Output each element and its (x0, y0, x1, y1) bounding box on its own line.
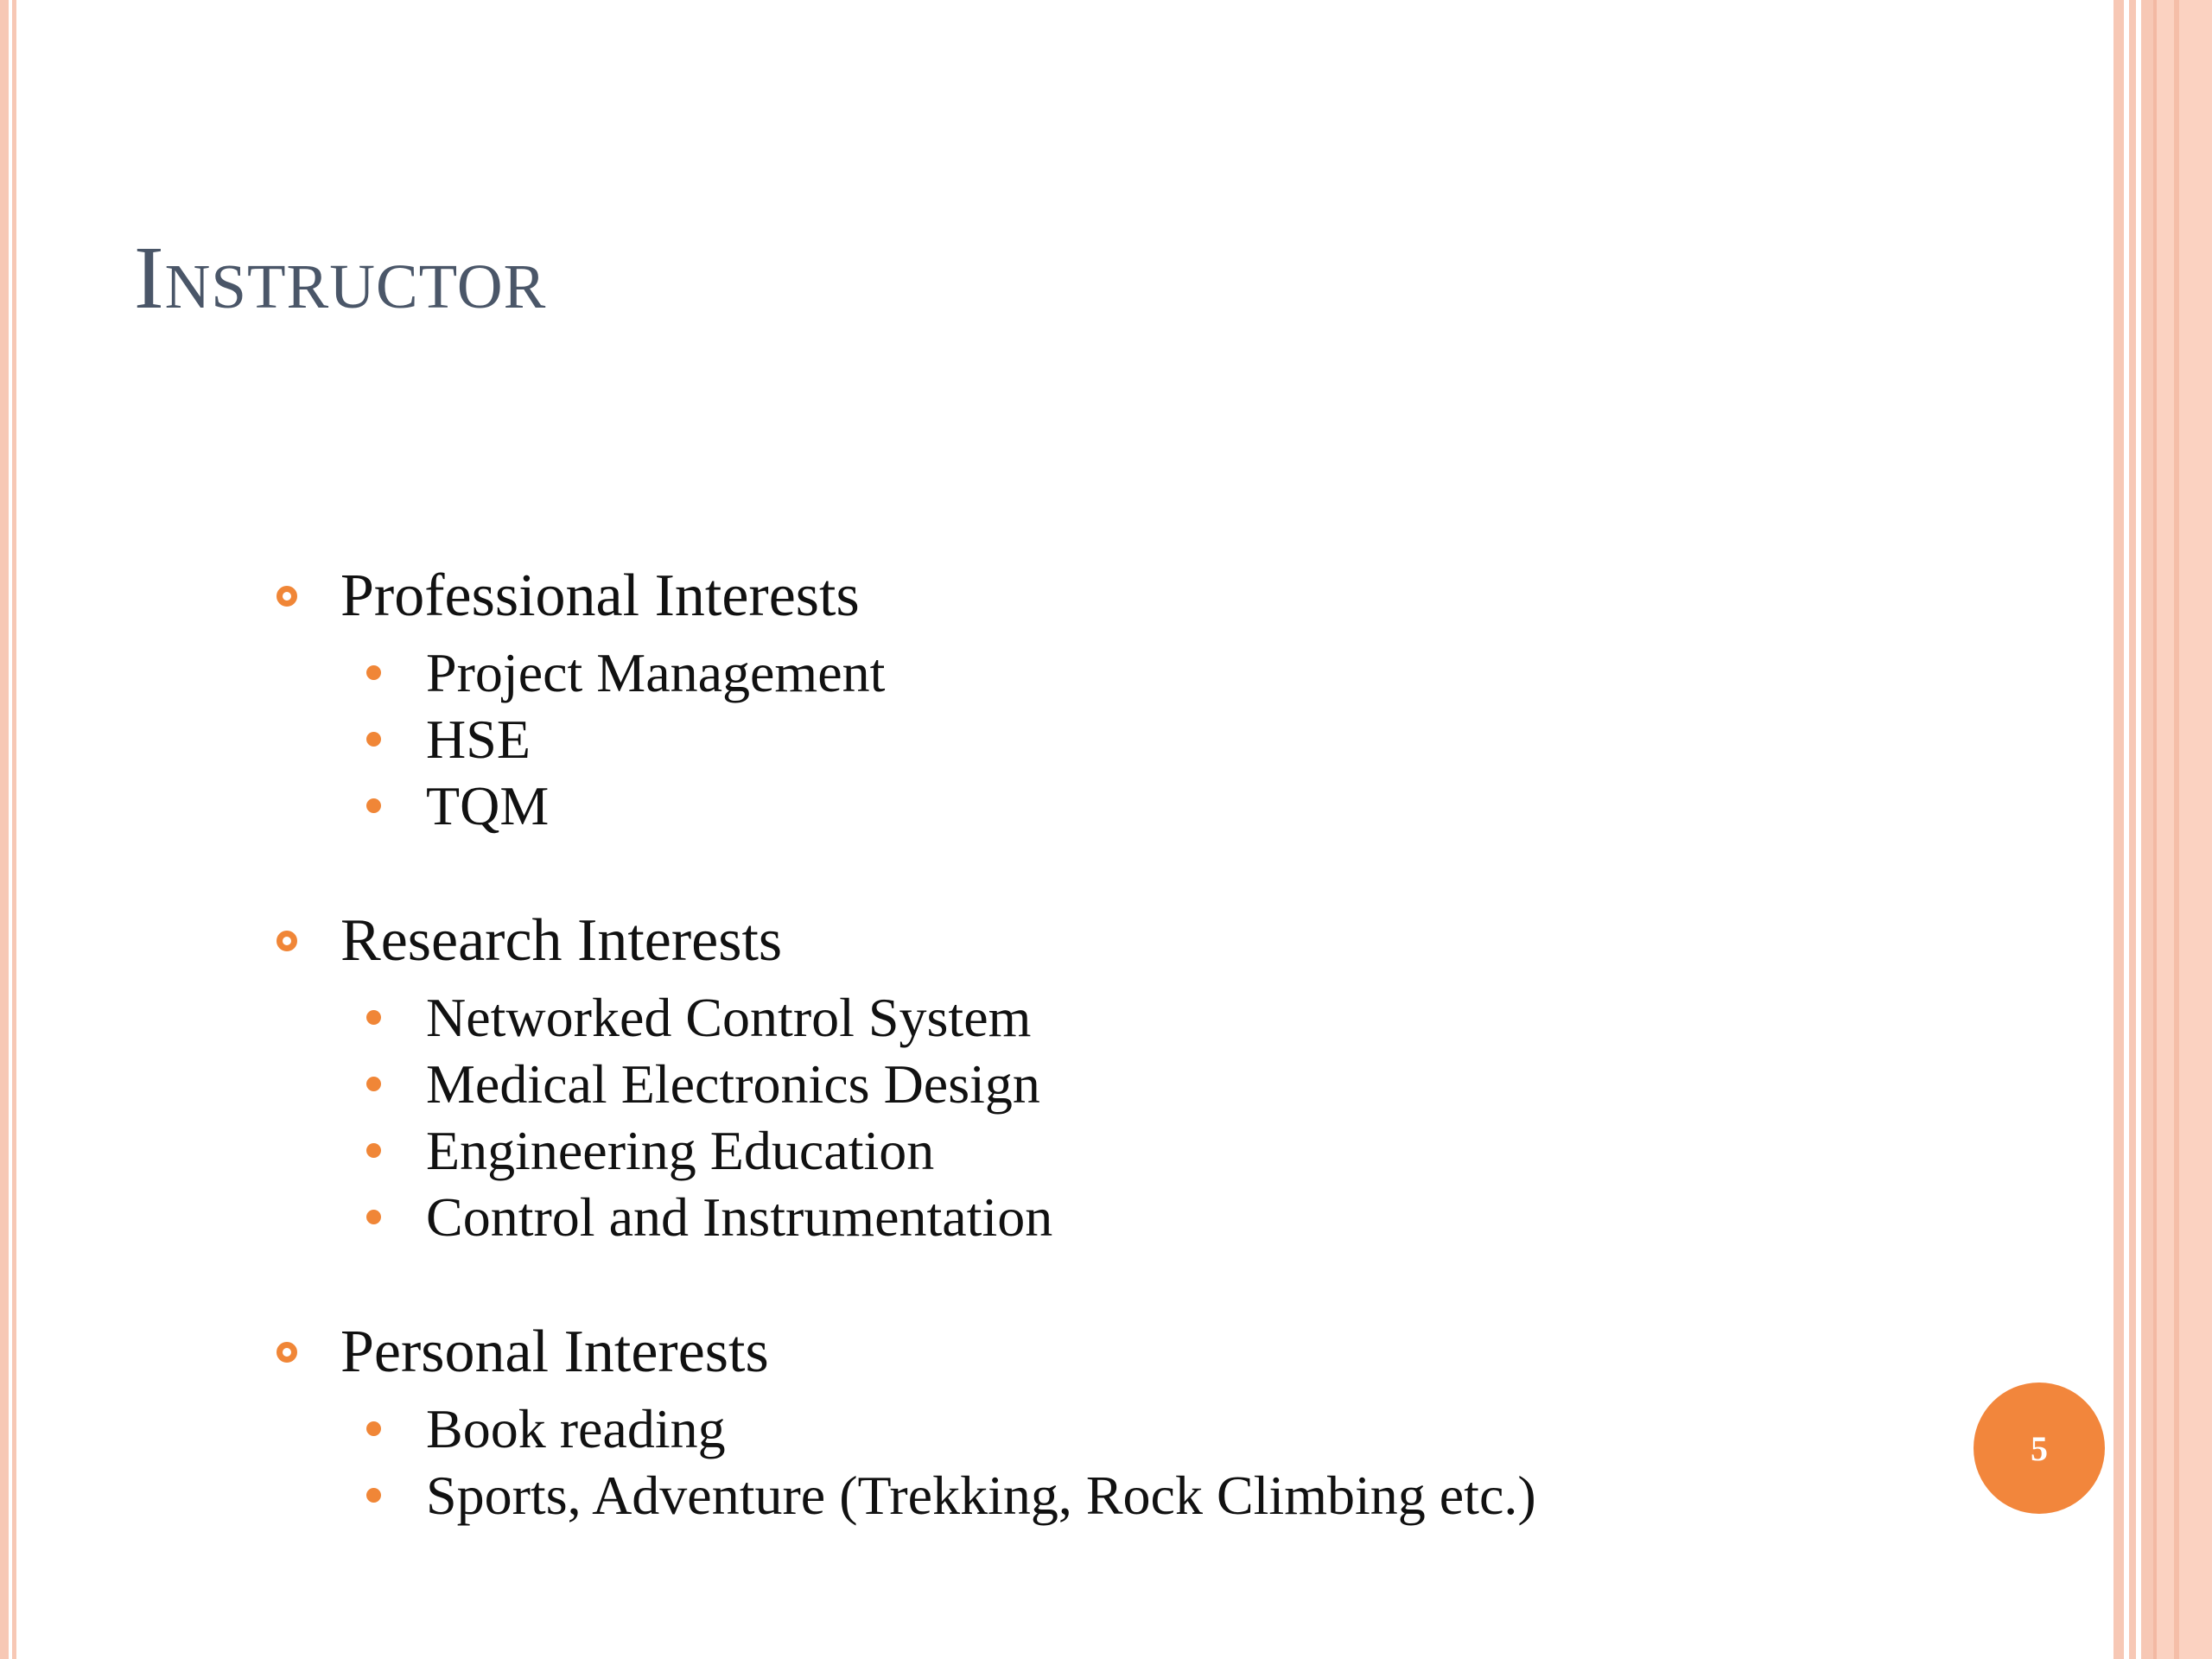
list-item (276, 772, 2005, 839)
list-item-label: Control and Instrumentation (426, 1185, 1053, 1248)
section-label: Research Interests (340, 907, 783, 974)
section-label: Personal Interests (340, 1319, 769, 1385)
right-decor-line-2 (2174, 0, 2179, 1659)
right-decor-bar-1 (2113, 0, 2124, 1659)
section-personal-interests (276, 1309, 2005, 1529)
slide-content (276, 553, 2005, 1587)
dot-bullet-icon (366, 798, 381, 813)
section-professional-interests (276, 553, 2005, 839)
list-item (276, 1462, 2005, 1529)
dot-bullet-icon (366, 1421, 381, 1436)
left-decor-line (12, 0, 16, 1659)
dot-bullet-icon (366, 665, 381, 680)
section-label: Professional Interests (340, 563, 860, 629)
dot-bullet-icon (366, 1077, 381, 1091)
section-header (276, 1309, 2005, 1395)
dot-bullet-icon (366, 1143, 381, 1158)
ring-bullet-icon (276, 1342, 297, 1363)
ring-bullet-icon (276, 931, 297, 951)
list-item-label: Sports, Adventure (Trekking, Rock Climbing etc.) (426, 1464, 1536, 1526)
list-item (276, 706, 2005, 772)
dot-bullet-icon (366, 1210, 381, 1224)
list-item (276, 1395, 2005, 1462)
list-item-label: HSE (426, 708, 531, 770)
dot-bullet-icon (366, 732, 381, 747)
list-item (276, 1051, 2005, 1117)
dot-bullet-icon (366, 1010, 381, 1025)
ring-bullet-icon (276, 586, 297, 607)
slide-title: Instructor (134, 228, 547, 327)
list-item-label: Networked Control System (426, 986, 1032, 1048)
sub-list (276, 984, 2005, 1250)
left-decor-bar (0, 0, 9, 1659)
page-number-badge: 5 (1974, 1382, 2105, 1514)
list-item (276, 639, 2005, 706)
list-item-label: Medical Electronics Design (426, 1052, 1040, 1115)
section-header (276, 898, 2005, 984)
right-decor-line-1 (2153, 0, 2157, 1659)
right-decor-bar-2 (2129, 0, 2136, 1659)
right-decor-bar-3 (2141, 0, 2153, 1659)
sub-list (276, 1395, 2005, 1529)
sub-list (276, 639, 2005, 839)
list-item-label: TQM (426, 774, 550, 836)
list-item (276, 984, 2005, 1051)
right-decor-bar-4 (2157, 0, 2212, 1659)
list-item (276, 1184, 2005, 1250)
dot-bullet-icon (366, 1488, 381, 1503)
list-item (276, 1117, 2005, 1184)
list-item-label: Book reading (426, 1397, 726, 1459)
list-item-label: Project Management (426, 641, 886, 703)
section-research-interests (276, 898, 2005, 1250)
list-item-label: Engineering Education (426, 1119, 935, 1181)
section-header (276, 553, 2005, 639)
